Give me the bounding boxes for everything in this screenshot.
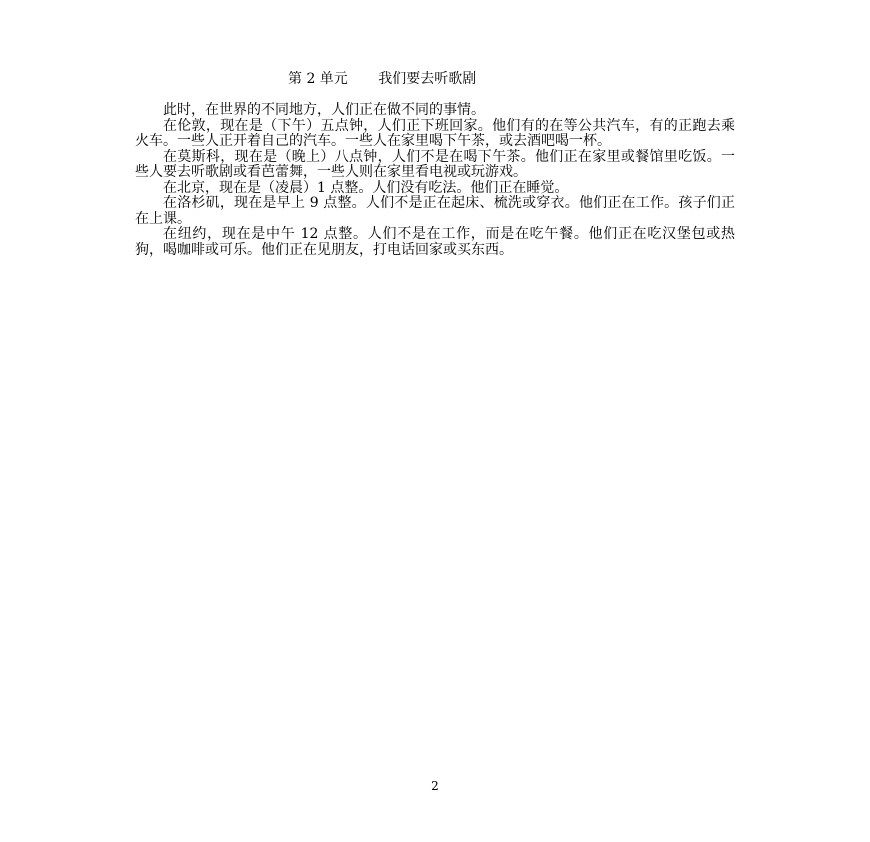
paragraph-intro: 此时，在世界的不同地方，人们正在做不同的事情。 <box>163 102 485 118</box>
paragraph-los-angeles: 在洛杉矶，现在是早上 9 点整。人们不是正在起床、梳洗或穿衣。他们正在工作。孩子们正在上课。 <box>135 195 735 227</box>
paragraph-london: 在伦敦，现在是（下午）五点钟，人们正下班回家。他们有的在等公共汽车，有的正跑去乘火车。一些人正开着自己的汽车。一些人在家里喝下午茶，或去酒吧喝一杯。 <box>135 117 735 149</box>
unit-title: 我们要去听歌剧 <box>378 71 477 87</box>
paragraph-moscow: 在莫斯科，现在是（晚上）八点钟，人们不是在喝下午茶。他们正在家里或餐馆里吃饭。一些人要去听歌剧或看芭蕾舞，一些人则在家里看电视或玩游戏。 <box>135 148 735 180</box>
unit-heading <box>288 70 476 88</box>
unit-number: 第 2 单元 <box>288 71 348 87</box>
paragraph-new-york: 在纽约，现在是中午 12 点整。人们不是在工作，而是在吃午餐。他们正在吃汉堡包或热狗，喝咖啡或可乐。他们正在见朋友，打电话回家或买东西。 <box>135 226 735 258</box>
paragraph-beijing: 在北京，现在是（凌晨）1 点整。人们没有吃法。他们正在睡觉。 <box>163 179 569 196</box>
body-text <box>135 103 735 258</box>
page-number: 2 <box>431 779 439 793</box>
